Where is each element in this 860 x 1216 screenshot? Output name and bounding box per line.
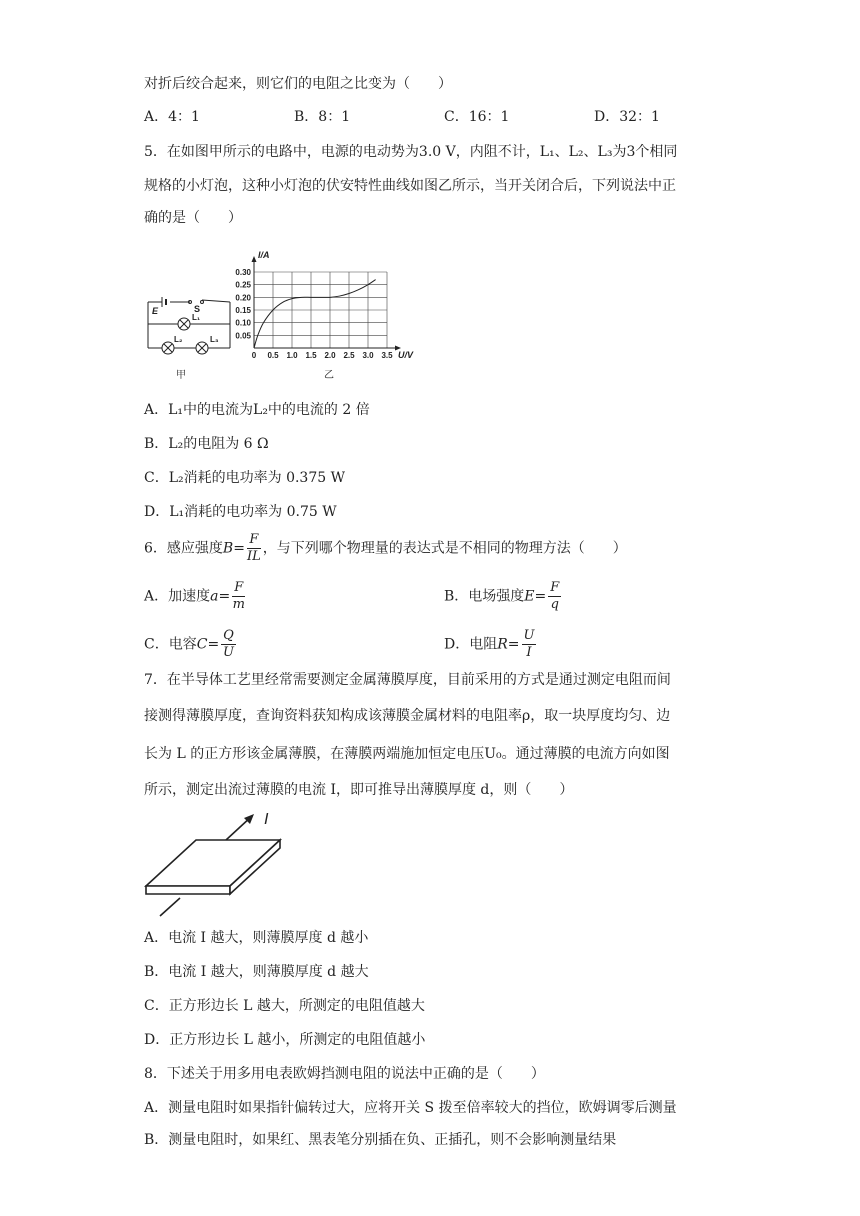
- q6-option-a: A．加速度a= $\frac{F}{m}$: [144, 580, 245, 612]
- q4-option-a: A．4：1: [144, 109, 200, 125]
- q6-stem-post: ，与下列哪个物理量的表达式是不相同的物理方法（ ）: [262, 540, 627, 557]
- q4-option-d: D．32：1: [594, 109, 660, 125]
- q7-option-b: B．电流 I 越大，则薄膜厚度 d 越大: [144, 964, 369, 980]
- chart-xtick-label: 1.5: [305, 351, 317, 360]
- q7-stem-line4: 所示，测定出流过薄膜的电流 I，即可推导出薄膜厚度 d，则（ ）: [144, 782, 574, 798]
- q7-stem-line2: 接测得薄膜厚度，查询资料获知构成该薄膜金属材料的电阻率ρ，取一块厚度均匀、边: [144, 708, 671, 724]
- chart-ytick-label: 0.15: [235, 306, 251, 315]
- q5-iv-chart: [228, 244, 428, 384]
- q5-stem-line2: 规格的小灯泡，这种小灯泡的伏安特性曲线如图乙所示，当开关闭合后，下列说法中正: [144, 178, 676, 194]
- q5-option-d: D．L₁消耗的电功率为 0.75 W: [144, 504, 337, 520]
- circuit-label-l2: L₂: [174, 335, 183, 344]
- q6-fraction-b: $\frac{F}{IL}$: [246, 532, 261, 564]
- q8-option-a: A．测量电阻时如果指针偏转过大，应将开关 S 拨至倍率较大的挡位，欧姆调零后测量: [144, 1100, 677, 1116]
- chart-xlabel: U/V: [398, 350, 414, 360]
- q6-option-c: C．电容C= $\frac{Q}{U}$: [144, 628, 234, 660]
- q5-option-a: A．L₁中的电流为L₂中的电流的 2 倍: [144, 402, 370, 418]
- q5-stem-line3: 确的是（ ）: [144, 210, 242, 226]
- chart-xtick-label: 0: [251, 351, 257, 360]
- q5-option-c: C．L₂消耗的电功率为 0.375 W: [144, 470, 345, 486]
- chart-ytick-label: 0.10: [235, 318, 251, 328]
- q7-option-a: A．电流 I 越大，则薄膜厚度 d 越小: [144, 930, 369, 946]
- q6-stem-pre: 6．感应强度: [144, 540, 223, 557]
- q6-stem: 6．感应强度B= $\frac{F}{IL}$ ，与下列哪个物理量的表达式是不相同的物理方法（ ）: [144, 532, 627, 564]
- q8-option-b: B．测量电阻时，如果红、黑表笔分别插在负、正插孔，则不会影响测量结果: [144, 1132, 617, 1148]
- q4-option-c: C．16：1: [444, 109, 510, 125]
- q6-var-b: B: [222, 540, 234, 557]
- q7-stem-line1: 7．在半导体工艺里经常需要测定金属薄膜厚度，目前采用的方式是通过测定电阻而间: [144, 672, 671, 688]
- q7-film-figure: [140, 808, 300, 918]
- chart-xtick-label: 2.5: [343, 351, 355, 360]
- q6-option-d: D．电阻R= $\frac{U}{I}$: [444, 628, 535, 660]
- circuit-label-s: S: [194, 304, 201, 314]
- q8-stem: 8．下述关于用多用电表欧姆挡测电阻的说法中正确的是（ ）: [144, 1066, 545, 1082]
- q7-option-c: C．正方形边长 L 越大，所测定的电阻值越大: [144, 998, 425, 1014]
- q4-stem-tail: 对折后绞合起来，则它们的电阻之比变为（ ）: [144, 76, 452, 92]
- circuit-label-e: E: [152, 306, 159, 316]
- chart-ytick-label: 0.20: [235, 293, 251, 303]
- chart-ytick-label: 0.30: [235, 268, 251, 277]
- chart-caption: 乙: [324, 370, 334, 381]
- chart-ylabel: I/A: [258, 250, 270, 260]
- chart-xtick-label: 3.5: [381, 351, 393, 360]
- chart-xtick-label: 0.5: [267, 351, 279, 360]
- q7-figure-label-i: I: [264, 811, 269, 828]
- q7-option-d: D．正方形边长 L 越小，所测定的电阻值越小: [144, 1032, 426, 1048]
- circuit-label-l3: L₃: [210, 335, 219, 344]
- chart-ytick-label: 0.05: [235, 331, 251, 341]
- iv-curve: [254, 280, 376, 348]
- circuit-label-l1: L₁: [192, 313, 201, 322]
- circuit-caption: 甲: [176, 370, 186, 381]
- q5-option-b: B．L₂的电阻为 6 Ω: [144, 436, 269, 452]
- chart-xtick-label: 2.0: [324, 351, 336, 360]
- q4-option-b: B．8：1: [294, 109, 351, 125]
- chart-y-arrow: [252, 256, 257, 262]
- chart-xtick-label: 1.0: [286, 351, 298, 360]
- chart-xtick-label: 3.0: [362, 351, 374, 360]
- q7-stem-line3: 长为 L 的正方形该金属薄膜，在薄膜两端施加恒定电压U₀。通过薄膜的电流方向如图: [144, 746, 670, 762]
- q5-stem-line1: 5．在如图甲所示的电路中，电源的电动势为3.0 V，内阻不计，L₁、L₂、L₃为3个相同: [144, 144, 678, 160]
- q6-option-b: B．电场强度E= $\frac{F}{q}$: [444, 580, 560, 612]
- chart-ytick-label: 0.25: [235, 280, 251, 290]
- q5-circuit-diagram: [140, 290, 240, 385]
